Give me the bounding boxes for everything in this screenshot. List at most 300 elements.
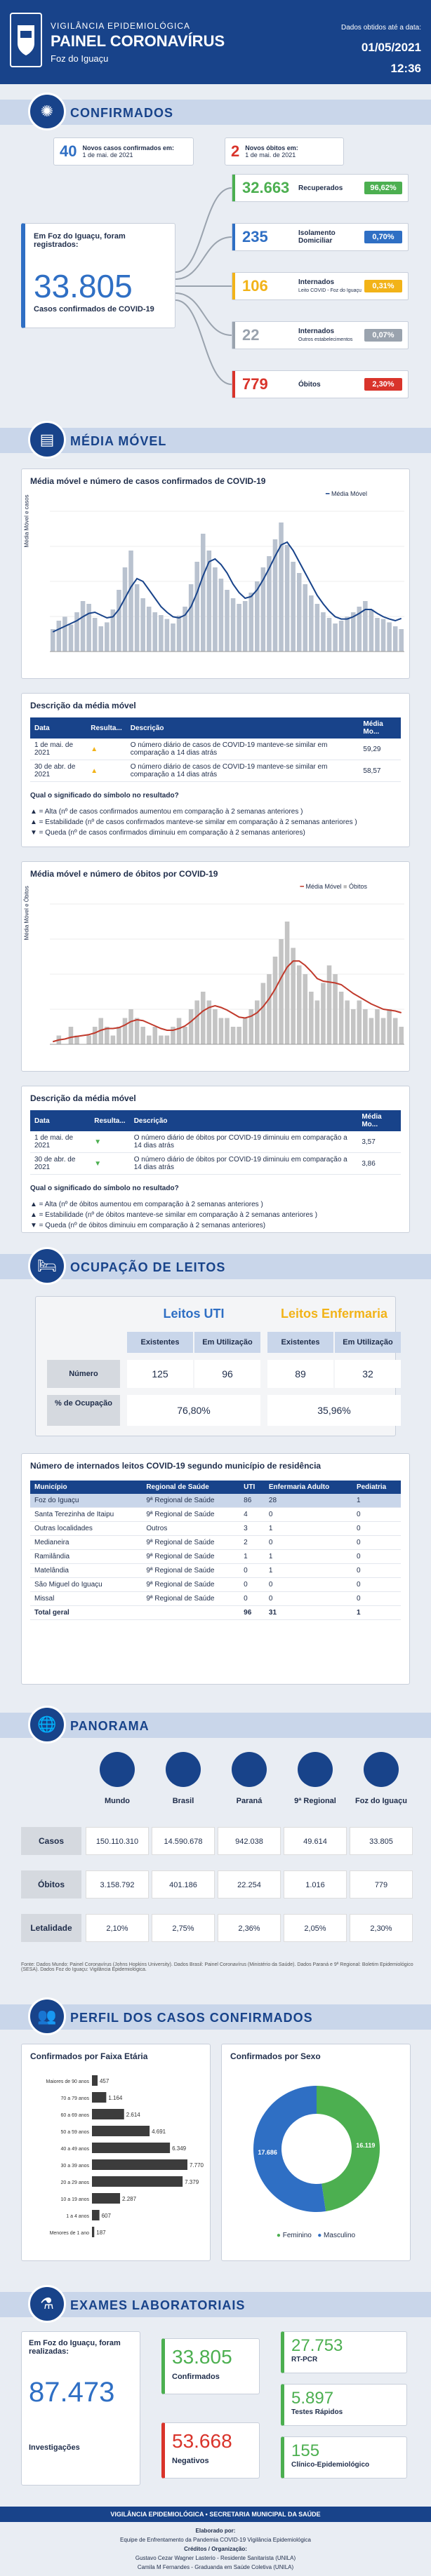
sex-card: [221, 2044, 411, 2261]
bar: [321, 612, 326, 652]
deaths-chart: [36, 897, 404, 1058]
age-label: 60 a 69 anos: [60, 2113, 89, 2118]
cell-data: 1 de mai. de 2021: [30, 739, 86, 760]
age-chart: [22, 2068, 211, 2251]
bar: [248, 593, 253, 652]
age-bar: [92, 2126, 150, 2136]
int-cell: Santa Terezinha de Itaipu: [30, 1508, 142, 1522]
int-cell: 0: [352, 1578, 401, 1592]
bar: [279, 522, 284, 652]
int-total-cell: [142, 1606, 239, 1620]
bar: [123, 567, 128, 652]
age-value: 2.287: [122, 2196, 137, 2202]
cell-res: ▲: [86, 760, 126, 782]
bar: [285, 922, 290, 1044]
int-row: [30, 1564, 401, 1578]
cases-chart-card: [21, 468, 410, 679]
int-cell: Matelândia: [30, 1564, 142, 1578]
int-cell: 0: [239, 1592, 265, 1606]
legend-media: Média Móvel: [305, 883, 342, 890]
section-confirmados: [0, 100, 431, 125]
bar: [363, 601, 368, 652]
table-header: Resulta...: [90, 1110, 129, 1131]
bar: [189, 584, 194, 652]
status-bar: [232, 175, 235, 201]
int-cell: São Miguel do Iguaçu: [30, 1578, 142, 1592]
exams-total-label: Investigações: [29, 2443, 80, 2452]
uti-utilizacao: 96: [194, 1360, 260, 1388]
exams-negative-card: [161, 2422, 260, 2479]
pan-cell: 49.614: [284, 1827, 347, 1855]
age-value: 7.379: [185, 2179, 199, 2185]
bar: [86, 1036, 91, 1045]
uti-col-exist: Existentes: [127, 1332, 193, 1353]
bar: [98, 626, 103, 652]
legend-line: ▼ = Queda (nº de óbitos diminuiu em comparação à 2 semanas anteriores): [30, 1222, 266, 1229]
int-cell: 0: [352, 1508, 401, 1522]
int-cell: 9ª Regional de Saúde: [142, 1508, 239, 1522]
bar: [381, 619, 386, 652]
age-label: 30 a 39 anos: [60, 2164, 89, 2169]
age-value: 607: [101, 2213, 111, 2219]
bar: [51, 629, 55, 652]
bar: [267, 974, 272, 1044]
row-ocupacao: % de Ocupação: [47, 1395, 120, 1426]
bar: [117, 590, 121, 652]
status-bar: [232, 371, 235, 398]
credit-3: Créditos / Organização:: [184, 2546, 247, 2552]
bar: [57, 621, 62, 652]
bar: [243, 601, 248, 652]
total-cases-value: 33.805: [34, 268, 133, 304]
bar: [309, 595, 314, 652]
status-row: [232, 272, 409, 300]
deaths-chart-card: [21, 861, 410, 1072]
age-bar: [92, 2227, 94, 2237]
deaths-chart-title: Média móvel e número de óbitos por COVID-19: [30, 869, 218, 879]
rtpcr-label: RT-PCR: [291, 2356, 318, 2363]
age-label: 1 a 4 anos: [66, 2214, 89, 2219]
bar: [225, 590, 230, 652]
cases-desc-title: Descrição da média móvel: [30, 701, 136, 710]
bar: [219, 579, 224, 652]
pan-cell: 779: [350, 1870, 413, 1899]
cell-data: 30 de abr. de 2021: [30, 1153, 90, 1175]
bar: [183, 1027, 187, 1044]
bar: [333, 623, 338, 652]
bar: [369, 1018, 374, 1045]
status-value: 235: [242, 228, 268, 245]
int-header: Enfermaria Adulto: [265, 1481, 352, 1494]
int-row: [30, 1508, 401, 1522]
exams-confirmed-card: [161, 2338, 260, 2394]
age-card: [21, 2044, 211, 2261]
donut-label: 16.119: [356, 2141, 376, 2149]
bar: [327, 618, 332, 652]
pan-icon-wrap: [348, 1752, 414, 1787]
int-cell: 0: [352, 1550, 401, 1564]
bar: [93, 1027, 98, 1044]
bar: [309, 992, 314, 1044]
exames-panel: [21, 2331, 410, 2507]
pan-row-label: Letalidade: [21, 1914, 81, 1942]
bar: [393, 1018, 398, 1045]
panorama-source: Fonte: Dados Mundo: Painel Coronavírus (Johns Hopkins University). Dados Brasil: Painel Coronavírus (Ministério da Saúde). Dados Paraná e 9ª Regional: Boletim Epidemiológico (SESA). Dados Foz do Iguaçu: Vigilância Epidemiológica.: [21, 1962, 413, 1972]
new-deaths-card: [225, 137, 344, 166]
section-panorama: [0, 1713, 431, 1738]
int-cell: 2: [239, 1536, 265, 1550]
cell-data: 1 de mai. de 2021: [30, 1131, 90, 1153]
bar: [393, 626, 398, 652]
age-value: 2.614: [126, 2112, 140, 2118]
section-media: [0, 428, 431, 453]
report-date: 01/05/2021: [361, 41, 421, 54]
int-total-row: [30, 1606, 401, 1620]
age-bar: [92, 2109, 124, 2119]
int-cell: 0: [352, 1536, 401, 1550]
pan-cell: 2,10%: [86, 1914, 149, 1942]
pan-cell: 401.186: [152, 1870, 215, 1899]
pan-icon-wrap: [150, 1752, 216, 1787]
status-row: [232, 174, 409, 202]
credit-5: Camila M Fernandes - Graduanda em Saúde Coletiva (UNILA): [137, 2564, 294, 2570]
bar: [279, 939, 284, 1044]
age-bar: [92, 2176, 183, 2187]
bar: [177, 1018, 182, 1045]
status-value: 32.663: [242, 179, 290, 196]
pan-cell: 3.158.792: [86, 1870, 149, 1899]
int-cell: 9ª Regional de Saúde: [142, 1578, 239, 1592]
new-deaths-label: Novos óbitos em:: [245, 144, 298, 151]
confirmados-panel: [0, 125, 431, 412]
header-kicker: VIGILÂNCIA EPIDEMIOLÓGICA: [51, 21, 191, 31]
age-label: 40 a 49 anos: [60, 2147, 89, 2152]
int-cell: Ramilândia: [30, 1550, 142, 1564]
exams-confirmed-label: Confirmados: [172, 2373, 220, 2381]
int-row: [30, 1550, 401, 1564]
bar: [147, 1036, 152, 1045]
row-numero: Número: [47, 1360, 120, 1388]
shield-icon: [15, 22, 37, 58]
total-cases-label: Casos confirmados de COVID-19: [34, 305, 154, 313]
bar: [225, 1018, 230, 1045]
new-cases-value: 40: [60, 142, 77, 160]
int-cell: 3: [239, 1522, 265, 1536]
int-row: [30, 1522, 401, 1536]
internados-title: Número de internados leitos COVID-19 segundo município de residência: [30, 1461, 321, 1471]
age-label: 10 a 19 anos: [60, 2197, 89, 2202]
bar: [219, 1018, 224, 1045]
int-cell: 1: [265, 1522, 352, 1536]
age-bar: [92, 2092, 106, 2103]
bar: [140, 1027, 145, 1044]
status-pct: 0,07%: [364, 329, 402, 342]
age-bar: [92, 2075, 98, 2086]
new-cases-card: [53, 137, 194, 166]
chart-icon: ▤: [28, 421, 66, 459]
table-header: Resulta...: [86, 717, 126, 739]
section-title: OCUPAÇÃO DE LEITOS: [70, 1260, 226, 1274]
bar: [69, 625, 74, 652]
bar: [237, 604, 241, 652]
pan-col: Brasil: [172, 1797, 194, 1805]
bar: [213, 567, 218, 652]
bar: [194, 562, 199, 652]
panorama-panel: [21, 1752, 413, 1990]
status-bar: [232, 224, 235, 250]
section-title: PERFIL DOS CASOS CONFIRMADOS: [70, 2011, 313, 2025]
bar: [399, 629, 404, 652]
pan-row: [21, 1822, 414, 1860]
page-title: PAINEL CORONAVÍRUS: [51, 32, 225, 50]
enf-col-util: Em Utilização: [335, 1332, 401, 1353]
cases-desc-table: [30, 717, 401, 782]
bar: [201, 992, 206, 1044]
pan-cell: 2,30%: [350, 1914, 413, 1942]
bar: [189, 1009, 194, 1044]
status-sub: Leito COVID - Foz do Iguaçu: [298, 288, 362, 293]
sex-legend: ● Feminino ● Masculino: [276, 2232, 356, 2239]
clinical-value: 155: [291, 2441, 320, 2460]
pan-col: Mundo: [104, 1797, 131, 1805]
bar: [351, 612, 356, 652]
bar: [255, 1001, 260, 1045]
pan-cell: 14.590.678: [152, 1827, 215, 1855]
bar: [303, 584, 307, 652]
bar: [345, 616, 350, 652]
table-header: Descrição: [126, 717, 359, 739]
int-cell: 0: [265, 1536, 352, 1550]
int-cell: Foz do Iguaçu: [30, 1494, 142, 1508]
int-row: [30, 1536, 401, 1550]
int-cell: Medianeira: [30, 1536, 142, 1550]
legend-line: ▼ = Queda (nº de casos confirmados diminuiu em comparação à 2 semanas anteriores): [30, 829, 305, 837]
deaths-desc-title: Descrição da média móvel: [30, 1093, 136, 1103]
status-value: 106: [242, 277, 268, 295]
bar: [231, 1027, 236, 1044]
bar: [297, 573, 302, 652]
section-exames: [0, 2292, 431, 2317]
exams-total: 87.473: [29, 2377, 115, 2408]
cases-question: Qual o significado do símbolo no resultado?: [30, 792, 179, 800]
bar: [303, 974, 307, 1044]
int-header: Regional de Saúde: [142, 1481, 239, 1494]
int-cell: 0: [352, 1592, 401, 1606]
bar: [387, 622, 392, 652]
status-sub: Outros estabelecimentos: [298, 337, 353, 342]
uti-existentes: 125: [127, 1360, 193, 1388]
status-pct: 0,70%: [364, 231, 402, 243]
int-cell: 0: [352, 1522, 401, 1536]
status-label-wrap: [298, 278, 364, 294]
status-label-wrap: [298, 381, 364, 389]
age-label: 70 a 79 anos: [60, 2096, 89, 2101]
exams-confirmed: 33.805: [172, 2346, 232, 2368]
enf-ocupacao: 35,96%: [267, 1395, 401, 1426]
cases-chart-legend: ━ Média Móvel: [326, 490, 367, 497]
bar: [357, 1001, 362, 1045]
legend-line: ▲ = Alta (nº de óbitos aumentou em comparação à 2 semanas anteriores ): [30, 1201, 263, 1208]
connector-lines: [175, 181, 232, 391]
section-title: PANORAMA: [70, 1719, 150, 1733]
perfil-panel: [21, 2044, 410, 2275]
cell-media: 3,86: [357, 1153, 401, 1175]
deaths-chart-legend: ━ Média Móvel ■ Óbitos: [300, 883, 367, 890]
status-row: [232, 370, 409, 398]
status-pct: 96,62%: [364, 182, 402, 194]
cell-media: 58,57: [359, 760, 401, 782]
pan-icon-wrap: [216, 1752, 282, 1787]
table-row: [30, 1131, 401, 1153]
bar: [339, 621, 344, 652]
globe-icon: [100, 1752, 135, 1787]
bar: [177, 616, 182, 652]
table-header: Média Mo...: [357, 1110, 401, 1131]
bed-icon: 🛏: [28, 1247, 66, 1285]
table-header: Média Mo...: [359, 717, 401, 739]
legend-line: ▲ = Alta (nº de casos confirmados aumentou em comparação à 2 semanas anteriores ): [30, 808, 303, 816]
rapid-value: 5.897: [291, 2389, 334, 2408]
int-cell: 9ª Regional de Saúde: [142, 1564, 239, 1578]
legend-line: ▲ = Estabilidade (nº de óbitos manteve-se similar em comparação à 2 semanas anteriores ): [30, 1211, 318, 1219]
bar: [387, 1009, 392, 1044]
new-deaths-value: 2: [231, 142, 240, 160]
legend-masc: Masculino: [324, 2232, 356, 2239]
bar: [201, 534, 206, 652]
int-cell: 86: [239, 1494, 265, 1508]
bar: [105, 622, 110, 652]
bar: [399, 1027, 404, 1044]
legend-obitos: Óbitos: [348, 883, 367, 890]
int-total-cell: 96: [239, 1606, 265, 1620]
cases-chart-ylabel: Média Móvel e casos: [23, 494, 30, 548]
city-logo: [10, 13, 42, 67]
bar: [375, 1009, 380, 1044]
bar: [213, 1009, 218, 1044]
age-bar: [92, 2143, 170, 2153]
bar: [243, 1018, 248, 1045]
bar: [291, 562, 296, 652]
cases-desc-card: [21, 693, 410, 847]
legend-line: ▲ = Estabilidade (nº de casos confirmados manteve-se similar em comparação à 2 semanas anteriores ): [30, 818, 357, 826]
int-cell: Outros: [142, 1522, 239, 1536]
int-cell: 0: [265, 1592, 352, 1606]
pan-icon-wrap: [282, 1752, 348, 1787]
exams-total-card: [21, 2331, 140, 2486]
pan-row: [21, 1866, 414, 1903]
status-value: 22: [242, 326, 260, 344]
cell-desc: O número diário de óbitos por COVID-19 diminuiu em comparação a 14 dias atrás: [130, 1153, 358, 1175]
bar: [273, 957, 278, 1044]
table-header: Descrição: [130, 1110, 358, 1131]
bar: [74, 612, 79, 652]
age-value: 187: [96, 2230, 106, 2236]
bar: [297, 966, 302, 1045]
bar: [285, 545, 290, 652]
pan-col: Foz do Iguaçu: [355, 1797, 407, 1805]
age-value: 1.164: [108, 2095, 123, 2101]
pan-row-label: Óbitos: [21, 1870, 81, 1899]
bar: [165, 619, 170, 652]
bar: [231, 598, 236, 652]
new-cases-label: Novos casos confirmados em:: [82, 144, 175, 151]
clinical-card: [281, 2436, 407, 2479]
enf-utilizacao: 32: [335, 1360, 401, 1388]
report-time: 12:36: [390, 62, 421, 75]
bar: [165, 1036, 170, 1045]
total-intro: Em Foz do Iguaçu, foram registrados:: [34, 232, 126, 249]
pan-cell: 1.016: [284, 1870, 347, 1899]
bar: [81, 601, 86, 652]
age-value: 457: [99, 2078, 110, 2084]
pan-cell: 2,36%: [218, 1914, 281, 1942]
table-row: [30, 739, 401, 760]
table-row: [30, 1153, 401, 1175]
status-pct: 2,30%: [364, 378, 402, 391]
int-cell: 4: [239, 1508, 265, 1522]
int-header: Pediatria: [352, 1481, 401, 1494]
bar: [128, 1009, 133, 1044]
int-row: [30, 1578, 401, 1592]
age-value: 7.770: [189, 2162, 204, 2169]
bar: [381, 1018, 386, 1045]
regional-map-icon: [298, 1752, 333, 1787]
donut-label: 17.686: [258, 2149, 277, 2157]
bar: [375, 618, 380, 652]
rapid-card: [281, 2384, 407, 2426]
exams-intro: Em Foz do Iguaçu, foram realizadas:: [29, 2339, 121, 2356]
int-cell: 0: [239, 1578, 265, 1592]
pan-cell: 33.805: [350, 1827, 413, 1855]
table-header: Data: [30, 717, 86, 739]
int-row: [30, 1494, 401, 1508]
age-label: Maiores de 90 anos: [46, 2079, 89, 2084]
deaths-desc-table: [30, 1110, 401, 1175]
cell-res: ▼: [90, 1131, 129, 1153]
age-label: Menores de 1 ano: [49, 2231, 89, 2236]
pan-row: [21, 1909, 414, 1947]
status-value: 779: [242, 375, 268, 393]
bar: [345, 1001, 350, 1045]
enf-existentes: 89: [267, 1360, 333, 1388]
status-label-wrap: [298, 229, 364, 245]
section-perfil: [0, 2004, 431, 2030]
bar: [111, 1036, 116, 1045]
age-bar: [92, 2193, 120, 2204]
legend-media: Média Móvel: [331, 490, 367, 497]
bar: [315, 604, 320, 652]
new-cases-date: 1 de mai. de 2021: [82, 151, 133, 159]
pan-col: 9ª Regional: [294, 1797, 336, 1805]
pan-cell: 942.038: [218, 1827, 281, 1855]
date-caption: Dados obtidos até a data:: [341, 24, 421, 32]
bar: [315, 1001, 320, 1045]
int-cell: 1: [239, 1550, 265, 1564]
internados-card: [21, 1453, 410, 1685]
enf-col-exist: Existentes: [267, 1332, 333, 1353]
cell-desc: O número diário de óbitos por COVID-19 diminuiu em comparação a 14 dias atrás: [130, 1131, 358, 1153]
enf-title: Leitos Enfermaria: [280, 1307, 388, 1321]
cell-data: 30 de abr. de 2021: [30, 760, 86, 782]
bar: [171, 623, 175, 652]
int-cell: 1: [265, 1564, 352, 1578]
credits: [0, 2522, 431, 2576]
int-header: UTI: [239, 1481, 265, 1494]
bar: [62, 616, 67, 652]
cell-desc: O número diário de casos de COVID-19 manteve-se similar em comparação a 14 dias atrás: [126, 739, 359, 760]
int-cell: 0: [265, 1578, 352, 1592]
footer-bar: VIGILÂNCIA EPIDEMIOLÓGICA • SECRETARIA MUNICIPAL DA SAÚDE: [0, 2507, 431, 2522]
